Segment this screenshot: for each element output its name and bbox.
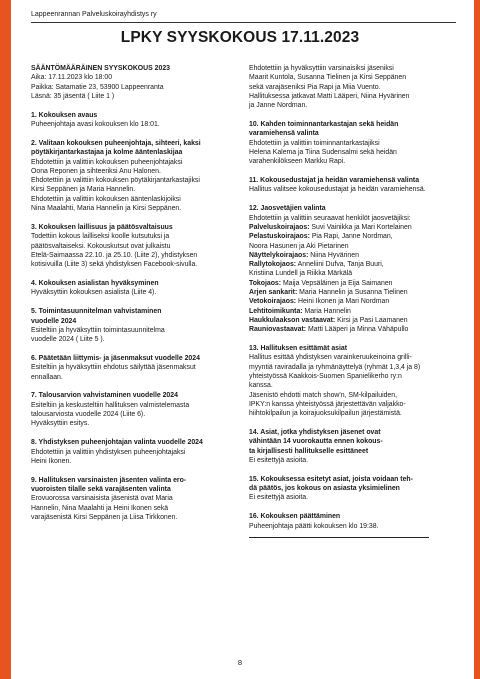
section-text: Ei esitettyjä asioita. xyxy=(249,456,308,464)
role-row xyxy=(249,251,463,260)
section-text: varahenkilökseen Markku Rapi. xyxy=(249,158,346,166)
section-text: yhteistyössä Kaakkois-Suomen Spanielikerho ry:n xyxy=(249,372,402,380)
section xyxy=(249,204,463,334)
section-text: kanssa. xyxy=(249,382,273,390)
role-row xyxy=(249,242,463,251)
section-text: varajäsenistä Kirsi Seppänen ja Liisa Tirkkonen. xyxy=(31,513,178,521)
section xyxy=(249,176,463,195)
role-names: Anneliini Dufva, Tanja Buuri, xyxy=(296,261,384,269)
role-names: Kristiina Lundell ja Riikka Märkälä xyxy=(249,270,353,278)
role-names: Maria Hannelin ja Susanna Tielinen xyxy=(297,289,408,297)
section-heading: vähintään 14 vuorokautta ennen kokous- xyxy=(249,438,383,446)
section-text: Etelä-Saimaassa 22.10. ja 25.10. (Liite 2), yhdistyksen xyxy=(31,251,198,259)
section-heading: 9. Hallituksen varsinaisten jäsenten valinta ero- xyxy=(31,476,187,484)
role-label: Näyttelykoirajaos: xyxy=(249,251,309,259)
section-text: Ehdotettiin ja valittiin kokouksen ääntenlaskijoiksi xyxy=(31,195,181,203)
section-heading: ta kirjallisesti hallitukselle esittäneet xyxy=(249,447,369,455)
section xyxy=(31,64,241,101)
role-label: Palveluskoirajaos: xyxy=(249,223,310,231)
role-row xyxy=(249,288,463,297)
role-row xyxy=(249,223,463,232)
section-text: Oona Reponen ja sihteeriksi Anu Halonen. xyxy=(31,167,161,175)
section xyxy=(249,512,463,538)
section xyxy=(31,223,241,269)
section-text: Nina Maalahti, Maria Hannelin ja Kirsi Seppänen. xyxy=(31,205,182,213)
role-label: Tokojaos: xyxy=(249,279,282,287)
section-text: Hallitus esittää yhdistyksen varainkeruukeinoina grilli- xyxy=(249,354,412,362)
section-heading: 1. Kokouksen avaus xyxy=(31,111,98,119)
section-heading: varamiehensä valinta xyxy=(249,130,319,138)
section-text: kotisivuilla (Liite 3) sekä yhdistyksen Facebook-sivulla. xyxy=(31,261,198,269)
section xyxy=(31,111,241,130)
section-heading: 2. Valitaan kokouksen puheenjohtaja, sihteeri, kaksi xyxy=(31,139,201,147)
section-heading: dä päätös, jos kokous on asiasta yksimielinen xyxy=(249,485,400,493)
section-text: myyntiä raviradalla ja ryhmänäyttelyä (ryhmät 1,3,4 ja 8) xyxy=(249,363,421,371)
section-text: vuodelle 2024 ( Liite 5 ). xyxy=(31,336,105,344)
role-label: Pelastuskoirajaos: xyxy=(249,233,310,241)
role-names: Maija Vepsäläinen ja Eija Saimanen xyxy=(281,279,393,287)
section-text: Ei esitettyjä asioita. xyxy=(249,494,308,502)
section-text: Esiteltiin ja hyväksyttiin ehdotus säilyttää jäsenmaksut xyxy=(31,364,196,372)
section-heading: 16. Kokouksen päättäminen xyxy=(249,513,341,521)
role-row xyxy=(249,307,463,316)
section-text: Ehdotettiin ja valittiin seuraavat henkilöt jaosvetäjiksi: xyxy=(249,214,411,222)
role-names: Matti Lääperi ja Minna Vähäpullo xyxy=(306,326,409,334)
section-text: Ehdotettiin ja valittiin kokouksen pöytäkirjantarkastajiksi xyxy=(31,177,200,185)
role-label: Rallytokojaos: xyxy=(249,261,297,269)
section-text: Helena Kalema ja Tiina Sudensalmi sekä heidän xyxy=(249,148,397,156)
section-text: Puheenjohtaja päätti kokouksen klo 19:38. xyxy=(249,522,379,530)
role-row xyxy=(249,232,463,241)
section-text: Erovuorossa varsinaisista jäsenistä ovat Maria xyxy=(31,495,173,503)
role-names: Kirsi ja Pasi Laamanen xyxy=(335,316,408,324)
role-names: Pia Rapi, Janne Nordman, xyxy=(309,233,393,241)
left-accent-bar xyxy=(0,0,11,679)
section-heading: 3. Kokouksen laillisuus ja päätösvaltaisuus xyxy=(31,223,173,231)
section-text: ja Janne Nordman. xyxy=(249,102,308,110)
section-heading: 4. Kokouksen asialistan hyväksyminen xyxy=(31,280,159,288)
section-text: Ehdotettiin ja valittiin yhdistyksen puheenjohtajaksi xyxy=(31,448,186,456)
section-text: talousarviosta vuodelle 2024 (Liite 6). xyxy=(31,411,146,419)
role-row xyxy=(249,260,463,269)
role-row xyxy=(249,279,463,288)
section-text: Todettiin kokous lailliseksi koolle kutsutuksi ja xyxy=(31,233,170,241)
section-heading: vuoroisten tilalle sekä varajäsenten valinta xyxy=(31,486,171,494)
section xyxy=(249,64,463,110)
section xyxy=(31,139,241,213)
role-label: Rauniovastaavat: xyxy=(249,326,307,334)
section-heading: 13. Hallituksen esittämät asiat xyxy=(249,345,348,353)
section-heading: 7. Talousarvion vahvistaminen vuodelle 2024 xyxy=(31,392,178,400)
section-text: Esiteltiin ja keskusteltiin hallituksen valmistelemasta xyxy=(31,401,190,409)
section-text: Ehdotettiin ja hyväksyttiin varsinaisiksi jäseniksi xyxy=(249,65,394,72)
section-text: Hyväksyttiin esitys. xyxy=(31,420,90,428)
role-label: Arjen sankarit: xyxy=(249,289,298,297)
section xyxy=(249,428,463,465)
section xyxy=(31,476,241,522)
section-heading: 11. Kokousedustajat ja heidän varamiehensä valinta xyxy=(249,177,420,185)
role-row xyxy=(249,316,463,325)
role-label: Lehtitoimikunta: xyxy=(249,307,303,315)
section-heading: 6. Päätetään liittymis- ja jäsenmaksut vuodelle 2024 xyxy=(31,354,200,362)
section-text: Hannelin, Nina Maalahti ja Heini Ikonen sekä xyxy=(31,504,169,512)
role-row xyxy=(249,297,463,306)
section-text: Puheenjohtaja avasi kokouksen klo 18:01. xyxy=(31,121,160,129)
section-text: päätösvaltaiseksi. Kokouskutsut ovat julkaistu xyxy=(31,242,171,250)
section-heading: 8. Yhdistyksen puheenjohtajan valinta vuodelle 2024 xyxy=(31,439,203,447)
section-text: IPKY:n kanssa yhteistyössä järjestettävän valjakko- xyxy=(249,400,406,408)
section-text: sekä varajäseniksi Pia Rapi ja Miia Vuento. xyxy=(249,83,381,91)
section-heading: 5. Toimintasuunnitelman vahvistaminen xyxy=(31,308,162,316)
role-names: Suvi Vainikka ja Mari Kortelainen xyxy=(309,223,412,231)
section-heading: 12. Jaosvetäjien valinta xyxy=(249,205,326,213)
section-text: hiihtokilpailun ja koirajuoksukilpailun järjestämistä. xyxy=(249,410,402,418)
section-heading: 14. Asiat, jotka yhdistyksen jäsenet ovat xyxy=(249,429,381,437)
left-column xyxy=(31,64,241,532)
section-text: Läsnä: 35 jäsentä ( Liite 1 ) xyxy=(31,92,115,100)
section xyxy=(249,120,463,166)
role-label: Vetokoirajaos: xyxy=(249,298,297,306)
role-names: Niina Hyvärinen xyxy=(308,251,359,259)
section xyxy=(31,438,241,466)
role-label: Haukkulaakson vastaavat: xyxy=(249,316,336,324)
role-row xyxy=(249,269,463,278)
section-text: Paikka: Satamatie 23, 53900 Lappeenranta xyxy=(31,83,164,91)
section-text: Esiteltiin ja hyväksyttiin toimintasuunnitelma xyxy=(31,326,165,334)
section-text: Aika: 17.11.2023 klo 18:00 xyxy=(31,74,113,82)
section-heading: SÄÄNTÖMÄÄRÄINEN SYYSKOKOUS 2023 xyxy=(31,65,170,72)
section-heading: 15. Kokouksessa esitetyt asiat, joista voidaan teh- xyxy=(249,475,413,483)
section xyxy=(249,344,463,418)
section xyxy=(31,354,241,382)
section-text: Kirsi Seppänen ja Maria Hannelin. xyxy=(31,186,136,194)
section xyxy=(249,475,463,503)
section-text: Maarit Kuntola, Susanna Tielinen ja Kirsi Seppänen xyxy=(249,74,407,82)
section-text: Jäsenistö ehdotti match show'n, SM-kilpailuiden, xyxy=(249,391,398,399)
page-number: 8 xyxy=(237,658,243,667)
role-names: Maria Hannelin xyxy=(302,307,351,315)
section-text: Hallituksessa jatkavat Matti Lääperi, Niina Hyvärinen xyxy=(249,92,410,100)
right-column xyxy=(249,64,463,548)
section xyxy=(31,307,241,344)
section-text: Hallitus valitsee kokousedustajat ja heidän varamiehensä. xyxy=(249,186,426,194)
header-org: Lappeenrannan Palveluskoirayhdistys ry xyxy=(31,11,157,18)
right-accent-bar xyxy=(474,0,480,679)
section-text: Heini Ikonen. xyxy=(31,457,72,465)
section xyxy=(31,391,241,428)
page-title: LPKY SYYSKOKOUS 17.11.2023 xyxy=(120,29,360,46)
section-heading: vuodelle 2024 xyxy=(31,317,77,325)
section-heading: pöytäkirjantarkastajaa ja kolme ääntenlaskijaa xyxy=(31,149,183,157)
section-text: ennallaan. xyxy=(31,373,63,381)
header-divider xyxy=(31,22,456,23)
section-text: Hyväksyttiin kokouksen asialista (Liite 4). xyxy=(31,289,157,297)
section xyxy=(31,279,241,298)
section-text: Ehdotettiin ja valittiin kokouksen puheenjohtajaksi xyxy=(31,158,183,166)
section-heading: 10. Kahden toiminnantarkastajan sekä heidän xyxy=(249,121,399,129)
signature-line xyxy=(249,534,429,538)
section-text: Ehdotettiin ja valittiin toiminnantarkastajiksi xyxy=(249,139,380,147)
role-row xyxy=(249,325,463,334)
role-names: Noora Hasunen ja Aki Pietarinen xyxy=(249,242,349,250)
role-names: Heini Ikonen ja Mari Nordman xyxy=(296,298,390,306)
